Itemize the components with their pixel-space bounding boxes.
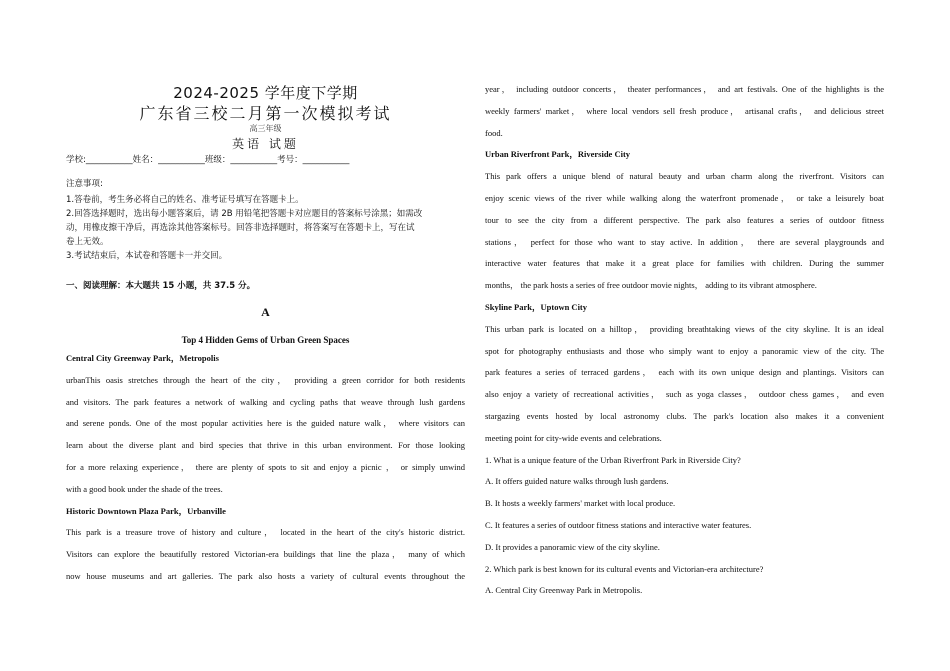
passage-line: park features a series of terraced gardens， each with its own unique design and plantings. Visitors can bbox=[485, 367, 884, 378]
notice-item: 2.回答选择题时，选出每小题答案后，请 2B 用铅笔把答题卡对应题目的答案标号涂黑；如需改 bbox=[66, 209, 423, 219]
passage-line: 2. Which park is best known for its cultural events and Victorian-era architecture? bbox=[485, 563, 764, 574]
section-heading: 一、阅读理解：本大题共 15 小题，共 37.5 分。 bbox=[66, 281, 256, 291]
passage-line: learn about the diverse plant and bird species that thrive in this urban environment. For those looking bbox=[66, 440, 465, 451]
passage-line: This park offers a unique blend of natural beauty and urban charm along the riverfront. Visitors can bbox=[485, 171, 884, 182]
passage-line: weekly farmers' market， where local vendors sell fresh produce， artisanal crafts， and delicious street bbox=[485, 105, 884, 116]
passage-line: urbanThis oasis stretches through the heart of the city， providing a green corridor for both residents bbox=[66, 374, 465, 385]
passage-line: interactive water features that make it a great place for families with children. During the summer bbox=[485, 258, 884, 269]
passage-line: stargazing events hosted by local astronomy clubs. The park's location also makes it a convenient bbox=[485, 411, 884, 421]
passage-line: C. It features a series of outdoor fitness stations and interactive water features. bbox=[485, 520, 752, 530]
passage-heading: Skyline Park，Uptown City bbox=[485, 302, 588, 312]
exam-title-name: 广东省三校二月第一次模拟考试 bbox=[139, 104, 392, 123]
passage-line: enjoy scenic views of the river while walking along the waterfront promenade， or take a leisurely boat bbox=[485, 193, 884, 203]
notice-item: 动，用橡皮擦干净后，再选涂其他答案标号。回答非选择题时，将答案写在答题卡上，写在试 bbox=[66, 223, 415, 233]
notice-item: 1.答卷前，考生务必将自己的姓名、准考证号填写在答题卡上。 bbox=[66, 195, 304, 205]
passage-line: and visitors. The park features a network of walking and cycling paths that weave through lush gardens bbox=[66, 396, 465, 407]
passage-line: meeting point for city-wide events and celebrations. bbox=[485, 432, 662, 443]
subject-label: 英语 试题 bbox=[232, 137, 299, 151]
passage-line: and serene ponds. One of the most popular activities here is the guided nature walk， where visitors can bbox=[66, 418, 465, 429]
passage-line: Visitors can explore the beautifully restored Victorian-era buildings that line the plaza， many of which bbox=[66, 549, 465, 560]
passage-heading: Historic Downtown Plaza Park，Urbanville bbox=[66, 505, 226, 516]
passage-line: spot for photography enthusiasts and those who simply want to enjoy a panoramic view of the city. The bbox=[485, 345, 884, 356]
passage-heading: Central City Greenway Park，Metropolis bbox=[66, 353, 219, 363]
passage-line: months， the park hosts a series of free outdoor movie nights， adding to its vibrant atmosphere. bbox=[485, 280, 817, 291]
passage-line: B. It hosts a weekly farmers' market with local produce. bbox=[485, 498, 676, 509]
passage-line: tour to see the city from a different perspective. The park also features a series of outdoor fitness bbox=[485, 214, 884, 225]
notice-heading: 注意事项: bbox=[66, 179, 103, 189]
passage-line: with a good book under the shade of the trees. bbox=[66, 483, 223, 494]
grade-label: 高三年级 bbox=[249, 124, 282, 133]
passage-line: This park is a treasure trove of history and culture， located in the heart of the city's historic district. bbox=[66, 527, 465, 538]
exam-title-year: 2024-2025 学年度下学期 bbox=[173, 84, 358, 102]
passage-line: A. Central City Greenway Park in Metropolis. bbox=[485, 585, 643, 596]
passage-line: food. bbox=[485, 127, 503, 138]
student-info-line: 学校:___________姓名：___________班级：___________考号：___________ bbox=[66, 155, 350, 165]
passage-line: This urban park is located on a hilltop， providing breathtaking views of the city skyline. It is an ideal bbox=[485, 323, 884, 334]
passage-line: 1. What is a unique feature of the Urban Riverfront Park in Riverside City? bbox=[485, 454, 741, 465]
passage-line: also enjoy a variety of recreational activities， such as yoga classes， outdoor chess games， and even bbox=[485, 389, 884, 400]
notice-item: 3.考试结束后，本试卷和答题卡一并交回。 bbox=[66, 251, 228, 261]
passage-heading: Urban Riverfront Park，Riverside City bbox=[485, 149, 631, 160]
passage-line: D. It provides a panoramic view of the city skyline. bbox=[485, 541, 660, 552]
passage-line: stations， perfect for those who want to stay active. In addition， there are several playgrounds and bbox=[485, 236, 884, 247]
passage-line: year， including outdoor concerts， theater performances， and art festivals. One of the highlights is the bbox=[485, 84, 884, 94]
notice-item: 卷上无效。 bbox=[66, 237, 109, 247]
passage-title: Top 4 Hidden Gems of Urban Green Spaces bbox=[181, 335, 350, 345]
passage-line: A. It offers guided nature walks through lush gardens. bbox=[485, 476, 669, 487]
passage-letter: A bbox=[261, 305, 270, 319]
passage-line: for a more relaxing experience， there are plenty of spots to sit and enjoy a picnic ， or simply unwind bbox=[66, 462, 465, 472]
passage-line: now house museums and art galleries. The park also hosts a variety of cultural events throughout the bbox=[66, 571, 465, 581]
